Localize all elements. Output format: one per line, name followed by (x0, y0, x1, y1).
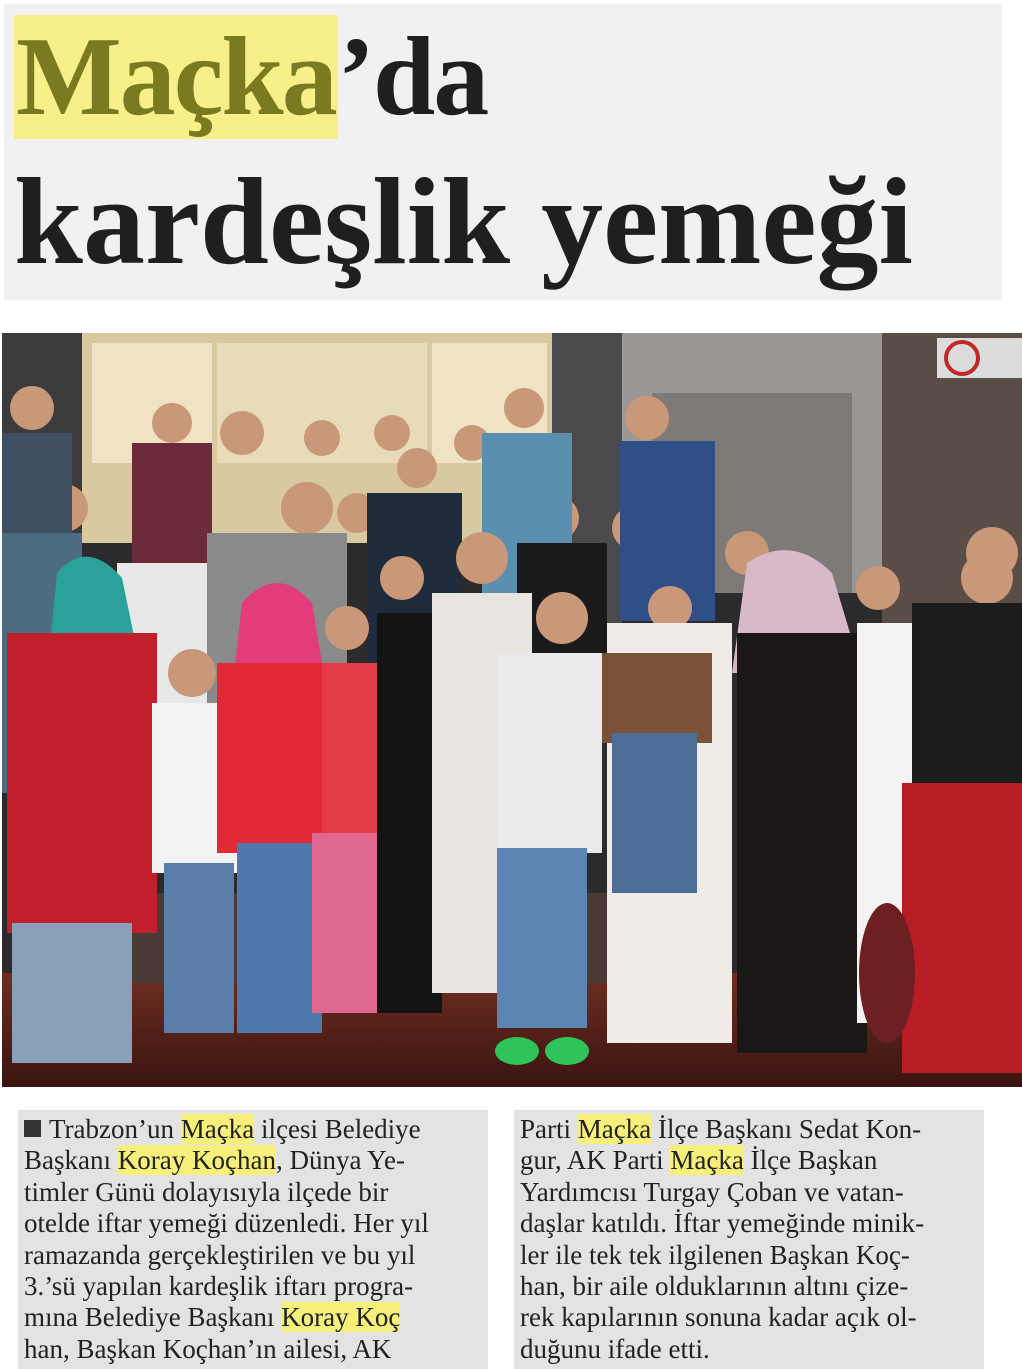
text-segment: Trabzon’un (49, 1114, 181, 1144)
article-line (24, 1114, 482, 1145)
headline-suffix: ’da (337, 15, 488, 139)
text-segment: duğunu ifade etti. (520, 1333, 710, 1364)
text-segment: İlçe Başkan (743, 1145, 878, 1176)
highlighted-name: Maçka (180, 1114, 255, 1144)
article-line (24, 1334, 482, 1365)
article-text-right (520, 1114, 978, 1365)
article-line (24, 1208, 482, 1239)
article-line (520, 1334, 978, 1365)
highlighted-name: Koray Koç (281, 1302, 401, 1333)
text-segment: han, Başkan Koçhan’ın ailesi, AK (24, 1333, 392, 1364)
headline-keyword: Maçka (16, 15, 336, 139)
text-segment: Yardımcısı Turgay Çoban ve vatan- (520, 1176, 904, 1207)
article-column-right (514, 1110, 984, 1369)
text-segment: timler Günü dolayısıyla ilçede bir (24, 1176, 389, 1207)
article-line (24, 1145, 482, 1176)
article-line (520, 1177, 978, 1208)
text-segment: ramazanda gerçekleştirilen ve bu yıl (24, 1239, 416, 1270)
text-segment: rek kapılarının sonuna kadar açık ol- (520, 1302, 917, 1333)
highlighted-name: Koray Koçhan (117, 1145, 276, 1176)
article-line (24, 1177, 482, 1208)
article-line (520, 1302, 978, 1333)
text-segment: ilçesi Belediye (254, 1114, 421, 1144)
text-segment: Parti (520, 1114, 578, 1144)
highlighted-name: Maçka (670, 1145, 744, 1176)
square-bullet-icon (24, 1120, 41, 1137)
article-text-left (24, 1114, 482, 1365)
text-segment: daşlar katıldı. İftar yemeğinde minik- (520, 1208, 925, 1239)
article-line (24, 1271, 482, 1302)
text-segment: , Dünya Ye- (275, 1145, 405, 1176)
text-segment: han, bir aile olduklarının altını çize- (520, 1271, 909, 1302)
text-segment: 3.’sü yapılan kardeşlik iftarı progra- (24, 1271, 414, 1302)
article-line (520, 1114, 978, 1145)
text-segment: Başkanı (24, 1145, 118, 1176)
headline-block (4, 4, 1002, 300)
highlighted-name: Maçka (577, 1114, 652, 1144)
article-line (520, 1208, 978, 1239)
text-segment: otelde iftar yemeği düzenledi. Her yıl (24, 1208, 429, 1239)
text-segment: İlçe Başkanı Sedat Kon- (651, 1114, 922, 1144)
article-line (520, 1271, 978, 1302)
news-photo (2, 333, 1022, 1087)
text-segment: gur, AK Parti (520, 1145, 671, 1176)
article-column-left (18, 1110, 488, 1369)
text-segment: mına Belediye Başkanı (24, 1302, 282, 1333)
headline-line-1 (14, 12, 487, 142)
text-segment: ler ile tek tek ilgilenen Başkan Koç- (520, 1239, 910, 1270)
headline-line-2: kardeşlik yemeği (14, 153, 913, 290)
article-line (520, 1240, 978, 1271)
article-line (24, 1302, 482, 1333)
article-line (520, 1145, 978, 1176)
article-line (24, 1240, 482, 1271)
group-photo-illustration (2, 333, 1022, 1087)
